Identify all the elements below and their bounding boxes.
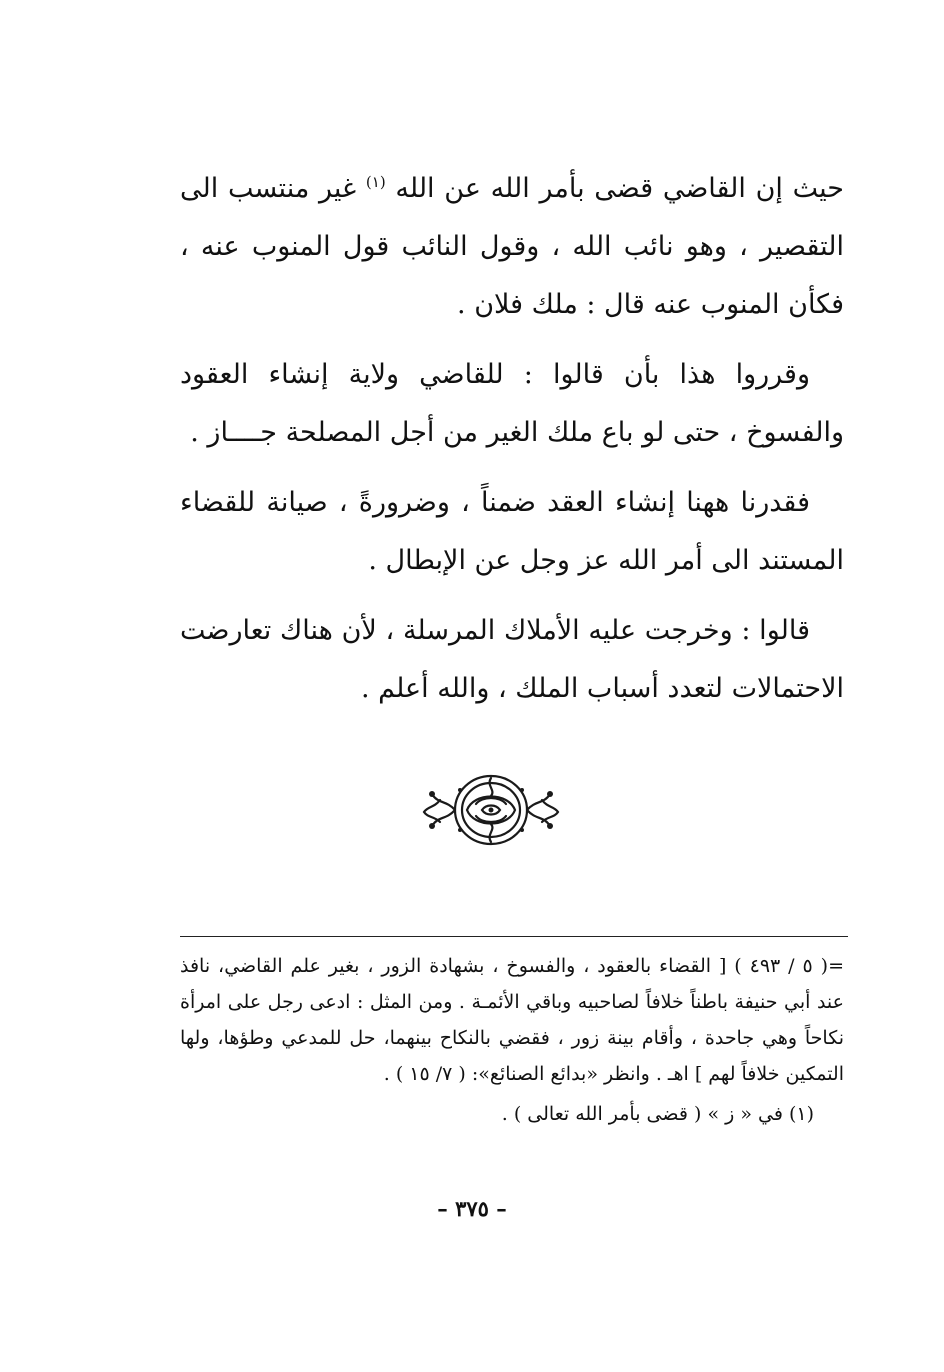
- paragraph-1: [180, 160, 844, 334]
- floral-ornament-icon: [416, 764, 566, 856]
- footnotes: [180, 948, 844, 1132]
- paragraph-1-text-start: حيث إن القاضي قضى بأمر الله عن الله: [395, 173, 844, 204]
- footnote-reference-1[interactable]: (١): [365, 173, 386, 191]
- paragraph-2: وقرروا هذا بأن قالوا : للقاضي ولاية إنشاء العقود والفسوخ ، حتى لو باع ملك الغير من أجل المصلحة جــــاز .: [180, 359, 844, 448]
- page-number: – ٣٧٥ –: [437, 1196, 507, 1221]
- footnote-separator: [180, 936, 848, 937]
- paragraph-3: فقدرنا ههنا إنشاء العقد ضمناً ، وضرورةً ، صيانة للقضاء المستند الى أمر الله عز وجل عن الإبطال .: [180, 487, 844, 576]
- main-text: [180, 160, 844, 730]
- paragraph-1-text-end: غير منتسب الى التقصير ، وهو نائب الله ، وقول النائب قول المنوب عنه ، فكأن المنوب عنه قال : ملك فلان .: [180, 173, 845, 320]
- paragraph-4: قالوا : وخرجت عليه الأملاك المرسلة ، لأن هناك تعارضت الاحتمالات لتعدد أسباب الملك ، والله أعلم .: [180, 615, 844, 704]
- footnote-1: (١) في « ز » ( قضى بأمر الله تعالى ) .: [501, 1103, 814, 1125]
- footnote-continued: =( ٥ / ٤٩٣ ) [ القضاء بالعقود ، والفسوخ ، بشهادة الزور ، بغير علم القاضي، نافذ عند أبي حنيفة باطناً خلافاً لصاحبيه وباقي الأئمـة . ومن المثل : ادعى رجل على امرأة نكاحاً وهي جاحدة ، وأقام بينة زور ، فقضي بالنكاح بينهما، حل للمدعي وطؤها، ولها التمكين خلافاً لهم ] اهـ . وانظر «بدائع الصنائع»: ( ٧/ ١٥ ) .: [180, 955, 844, 1085]
